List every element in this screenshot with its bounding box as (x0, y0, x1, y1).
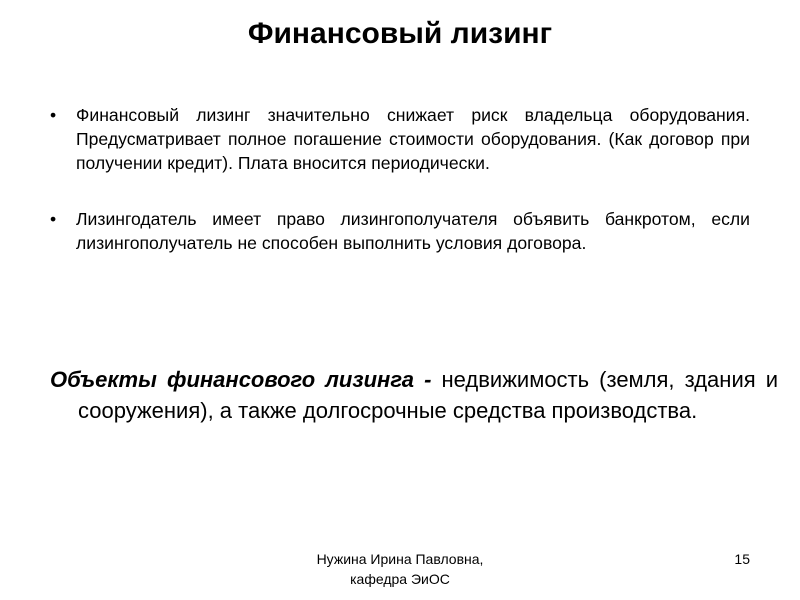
bullet-marker: • (50, 209, 57, 229)
bullet-marker: • (50, 105, 57, 125)
objects-paragraph (50, 364, 778, 426)
slide-title: Финансовый лизинг (247, 17, 553, 50)
footer-author-department: кафедра ЭиОС (350, 571, 450, 587)
footer-author-name: Нужина Ирина Павловна, (316, 551, 484, 567)
objects-lead: Объекты финансового лизинга - (50, 367, 432, 392)
objects-text: недвижимость (земля, здания и сооружения), а также долгосрочные средства производства. (78, 367, 779, 423)
bullet-item (46, 103, 750, 175)
bullet-item (46, 207, 750, 255)
page-number: 15 (734, 551, 750, 567)
bullet-list (46, 103, 750, 255)
footer-author (280, 549, 520, 589)
bullet-text: Финансовый лизинг значительно снижает риск владельца оборудования. Предусматривает полное погашение стоимости оборудования. (Как договор при получении кредит). Плата вносится периодически. (76, 105, 750, 173)
bullet-text: Лизингодатель имеет право лизингополучателя объявить банкротом, если лизингополучатель не способен выполнить условия договора. (76, 209, 750, 253)
